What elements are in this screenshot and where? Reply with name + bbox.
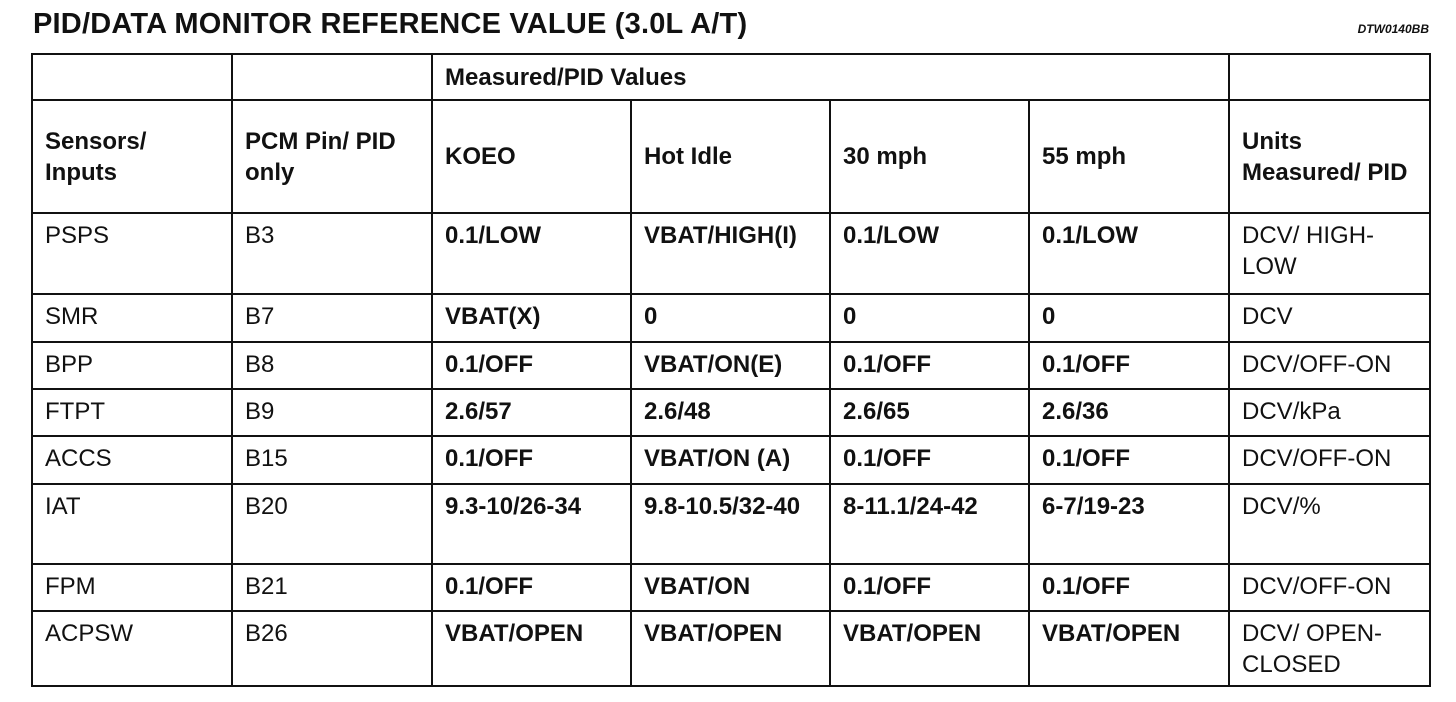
table-cell: DCV/OFF-ON xyxy=(1229,564,1430,611)
table-cell: 0.1/OFF xyxy=(830,564,1029,611)
table-cell: 0.1/OFF xyxy=(830,342,1029,389)
table-row xyxy=(32,294,1430,342)
group-header-cell: Measured/PID Values xyxy=(432,54,1229,100)
table-cell: 2.6/65 xyxy=(830,389,1029,436)
column-header: 30 mph xyxy=(830,100,1029,213)
table-cell: VBAT(X) xyxy=(432,294,631,342)
table-cell: VBAT/ON(E) xyxy=(631,342,830,389)
table-cell: 2.6/57 xyxy=(432,389,631,436)
table-cell: 0.1/OFF xyxy=(432,342,631,389)
table-row xyxy=(32,213,1430,294)
table-cell: PSPS xyxy=(32,213,232,294)
table-cell: DCV/kPa xyxy=(1229,389,1430,436)
table-cell: 0.1/OFF xyxy=(432,564,631,611)
table-cell: B21 xyxy=(232,564,432,611)
table-cell: FPM xyxy=(32,564,232,611)
table-cell: B20 xyxy=(232,484,432,565)
table-cell: 0 xyxy=(830,294,1029,342)
column-header: Hot Idle xyxy=(631,100,830,213)
table-row xyxy=(32,342,1430,389)
table-cell: 0 xyxy=(631,294,830,342)
column-header-row xyxy=(32,100,1430,213)
column-header: KOEO xyxy=(432,100,631,213)
table-cell: FTPT xyxy=(32,389,232,436)
table-cell: 8-11.1/24-42 xyxy=(830,484,1029,565)
table-cell: BPP xyxy=(32,342,232,389)
group-header-row xyxy=(32,54,1430,100)
table-cell: VBAT/OPEN xyxy=(1029,611,1229,686)
table-cell: SMR xyxy=(32,294,232,342)
table-row xyxy=(32,611,1430,686)
table-cell: 0.1/LOW xyxy=(830,213,1029,294)
table-row xyxy=(32,389,1430,436)
table-row xyxy=(32,564,1430,611)
table-cell: B26 xyxy=(232,611,432,686)
table-cell: DCV/ HIGH-LOW xyxy=(1229,213,1430,294)
table-cell: B8 xyxy=(232,342,432,389)
table-cell: ACCS xyxy=(32,436,232,483)
column-header: Units Measured/ PID xyxy=(1229,100,1430,213)
table-cell: VBAT/ON (A) xyxy=(631,436,830,483)
table-cell: DCV/OFF-ON xyxy=(1229,342,1430,389)
page-title: PID/DATA MONITOR REFERENCE VALUE (3.0L A/T) xyxy=(33,8,748,40)
reference-value-table xyxy=(31,53,1431,687)
table-cell: 9.8-10.5/32-40 xyxy=(631,484,830,565)
figure-code: DTW0140BB xyxy=(1357,22,1429,36)
table-cell: 2.6/36 xyxy=(1029,389,1229,436)
table-cell: B3 xyxy=(232,213,432,294)
column-header: Sensors/ Inputs xyxy=(32,100,232,213)
table-cell: B15 xyxy=(232,436,432,483)
table-cell: 0.1/OFF xyxy=(1029,342,1229,389)
table-cell: ACPSW xyxy=(32,611,232,686)
table-cell: VBAT/OPEN xyxy=(432,611,631,686)
table-cell: IAT xyxy=(32,484,232,565)
table-cell: 6-7/19-23 xyxy=(1029,484,1229,565)
header-cell-empty xyxy=(1229,54,1430,100)
table-cell: DCV/ OPEN-CLOSED xyxy=(1229,611,1430,686)
table-cell: DCV/OFF-ON xyxy=(1229,436,1430,483)
table-cell: B7 xyxy=(232,294,432,342)
table-cell: 0.1/OFF xyxy=(830,436,1029,483)
table-cell: VBAT/HIGH(I) xyxy=(631,213,830,294)
table-cell: B9 xyxy=(232,389,432,436)
column-header: PCM Pin/ PID only xyxy=(232,100,432,213)
table-cell: 0.1/LOW xyxy=(1029,213,1229,294)
table-body xyxy=(32,213,1430,686)
table-cell: DCV xyxy=(1229,294,1430,342)
header-cell-empty xyxy=(232,54,432,100)
table-cell: 0 xyxy=(1029,294,1229,342)
column-header: 55 mph xyxy=(1029,100,1229,213)
table-cell: VBAT/OPEN xyxy=(631,611,830,686)
table-cell: DCV/% xyxy=(1229,484,1430,565)
table-row xyxy=(32,436,1430,483)
table-cell: 0.1/LOW xyxy=(432,213,631,294)
table-cell: 0.1/OFF xyxy=(1029,564,1229,611)
table-cell: 9.3-10/26-34 xyxy=(432,484,631,565)
header-cell-empty xyxy=(32,54,232,100)
table-cell: 0.1/OFF xyxy=(432,436,631,483)
table-row xyxy=(32,484,1430,565)
table-cell: 2.6/48 xyxy=(631,389,830,436)
table-cell: 0.1/OFF xyxy=(1029,436,1229,483)
table-cell: VBAT/OPEN xyxy=(830,611,1029,686)
table-cell: VBAT/ON xyxy=(631,564,830,611)
